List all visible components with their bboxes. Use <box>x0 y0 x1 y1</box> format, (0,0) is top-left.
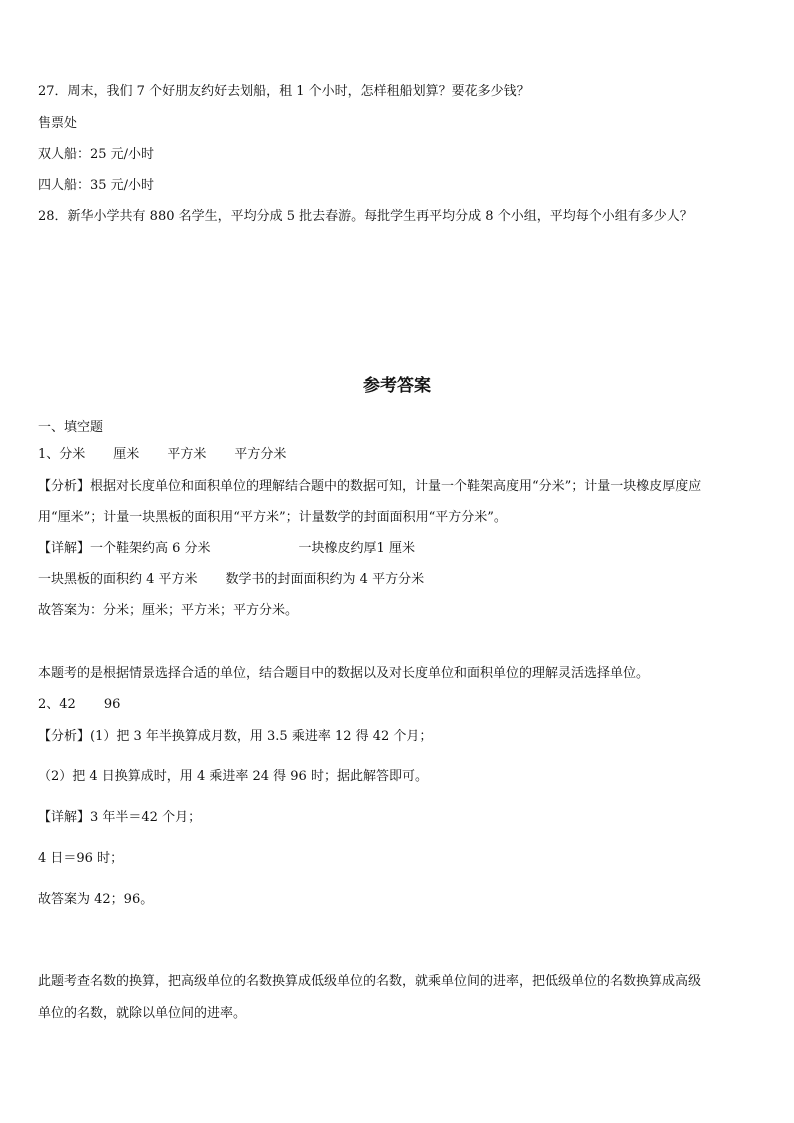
answer-1-blank-3: 平方米 <box>167 447 207 462</box>
double-boat-price: 双人船：25 元/小时 <box>38 147 155 162</box>
answer-2-number: 2、 <box>38 697 60 712</box>
answer-1-analysis-line-1: 【分析】根据对长度单位和面积单位的理解结合题中的数据可知，计量一个鞋架高度用“分米”；计量一块橡皮厚度应 <box>38 479 702 494</box>
answer-1-final: 故答案为：分米；厘米；平方米；平方分米。 <box>38 603 299 618</box>
answer-1-detail-line-2 <box>38 572 424 588</box>
answer-2-analysis-line-2: （2）把 4 日换算成时，用 4 乘进率 24 得 96 时；据此解答即可。 <box>38 769 428 784</box>
answer-1-blank-4: 平方分米 <box>234 447 287 462</box>
answer-1-detail-blackboard: 一块黑板的面积约 4 平方米 <box>38 572 198 587</box>
answer-2-blanks <box>38 697 120 713</box>
question-28: 28．新华小学共有 880 名学生，平均分成 5 批去春游。每批学生再平均分成 8 个小组，平均每个小组有多少人？ <box>38 209 693 224</box>
question-27: 27．周末，我们 7 个好朋友约好去划船，租 1 个小时，怎样租船划算？要花多少钱？ <box>38 84 530 99</box>
answer-1-comment: 本题考的是根据情景选择合适的单位，结合题目中的数据以及对长度单位和面积单位的理解灵活选择单位。 <box>38 666 650 681</box>
answer-1-detail-line-1 <box>38 541 415 557</box>
answer-1-blank-2: 厘米 <box>113 447 140 462</box>
answers-title: 参考答案 <box>363 376 431 396</box>
answer-2-comment-line-1: 此题考查名数的换算，把高级单位的名数换算成低级单位的名数，就乘单位间的进率，把低级单位的名数换算成高级 <box>38 974 702 989</box>
answer-1-blank-1: 分米 <box>59 447 86 462</box>
answer-2-comment-line-2: 单位的名数，就除以单位间的进率。 <box>38 1006 247 1021</box>
quad-boat-price: 四人船：35 元/小时 <box>38 178 155 193</box>
answer-1-detail-book-cover: 数学书的封面面积约为 4 平方分米 <box>225 572 425 587</box>
answer-2-detail-line-1: 【详解】3 年半＝42 个月； <box>38 810 202 825</box>
section-fill-blank: 一、填空题 <box>38 420 104 435</box>
answer-1-analysis-line-2: 用“厘米”；计量一块黑板的面积用“平方米”；计量数学的封面面积用“平方分米”。 <box>38 510 507 525</box>
answer-1-detail-eraser: 一块橡皮约厚1 厘米 <box>298 541 415 556</box>
answer-1-blanks <box>38 447 286 463</box>
answer-2-blank-2: 96 <box>103 697 121 712</box>
ticket-office-label: 售票处 <box>38 116 78 131</box>
answer-2-detail-line-2: 4 日＝96 时； <box>38 851 124 866</box>
answer-2-blank-1: 42 <box>59 697 76 712</box>
answer-1-number: 1、 <box>38 447 60 462</box>
answer-2-final: 故答案为 42；96。 <box>38 892 154 907</box>
answer-2-analysis-line-1: 【分析】(1）把 3 年半换算成月数，用 3.5 乘进率 12 得 42 个月； <box>38 729 433 744</box>
answer-1-detail-shoe-rack: 【详解】一个鞋架约高 6 分米 <box>38 541 211 556</box>
